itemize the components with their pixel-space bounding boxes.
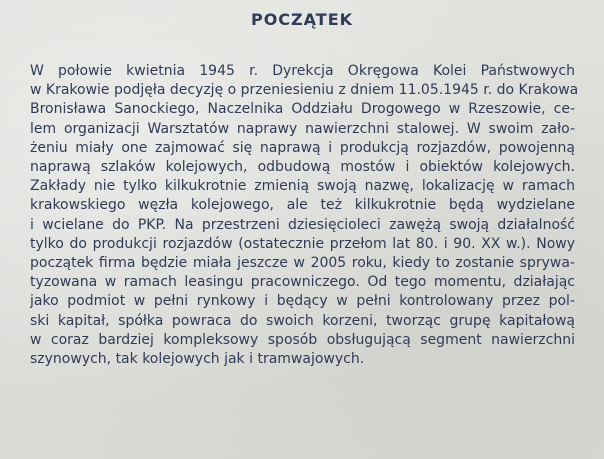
paragraph-line: żeniu miały one zajmować się naprawą i produkcją rozjazdów, powojenną [30, 139, 575, 156]
paragraph-line: Zakłady nie tylko kilkukrotnie zmienią swoją nazwę, lokalizację w ramach [30, 178, 575, 195]
paragraph-line: W połowie kwietnia 1945 r. Dyrekcja Okręgowa Kolei Państwowych [30, 63, 575, 79]
paragraph-line: ski kapitał, spółka powraca do swoich korzeni, tworząc grupę kapitałową [30, 312, 575, 329]
paragraph-line: początek firma będzie miała jeszcze w 2005 roku, kiedy to zostanie sprywa- [30, 255, 575, 272]
paragraph-line: szynowych, tak kolejowych jak i tramwajowych. [30, 351, 365, 368]
paragraph-line: w Krakowie podjęła decyzję o przeniesieniu z dniem 11.05.1945 r. do Krakowa [30, 82, 579, 99]
paragraph-line: w coraz bardziej kompleksowy sposób obsługującą segment nawierzchni [30, 331, 575, 348]
paragraph-line: tyzowana w ramach leasingu pracowniczego. Od tego momentu, działając [30, 274, 575, 291]
paragraph-line: krakowskiego węzła kolejowego, ale też kilkukrotnie będą wydzielane [30, 197, 575, 214]
paragraph-line: naprawą szlaków kolejowych, odbudową mostów i obiektów kolejowych. [30, 159, 575, 176]
paragraph-line: jako podmiot w pełni rynkowy i będący w pełni kontrolowany przez pol- [30, 293, 575, 310]
paragraph-line: Bronisława Sanockiego, Naczelnika Oddziału Drogowego w Rzeszowie, ce- [30, 101, 575, 118]
paragraph-line: i wcielane do PKP. Na przestrzeni dziesięcioleci zawężą swoją działalność [30, 216, 575, 233]
section-heading: POCZĄTEK [250, 10, 354, 29]
paragraph-line: tylko do produkcji rozjazdów (ostatecznie przełom lat 80. i 90. XX w.). Nowy [30, 235, 575, 252]
body-paragraph [30, 62, 579, 369]
paragraph-line: lem organizacji Warsztatów naprawy nawierzchni stalowej. W swoim zało- [30, 120, 575, 137]
